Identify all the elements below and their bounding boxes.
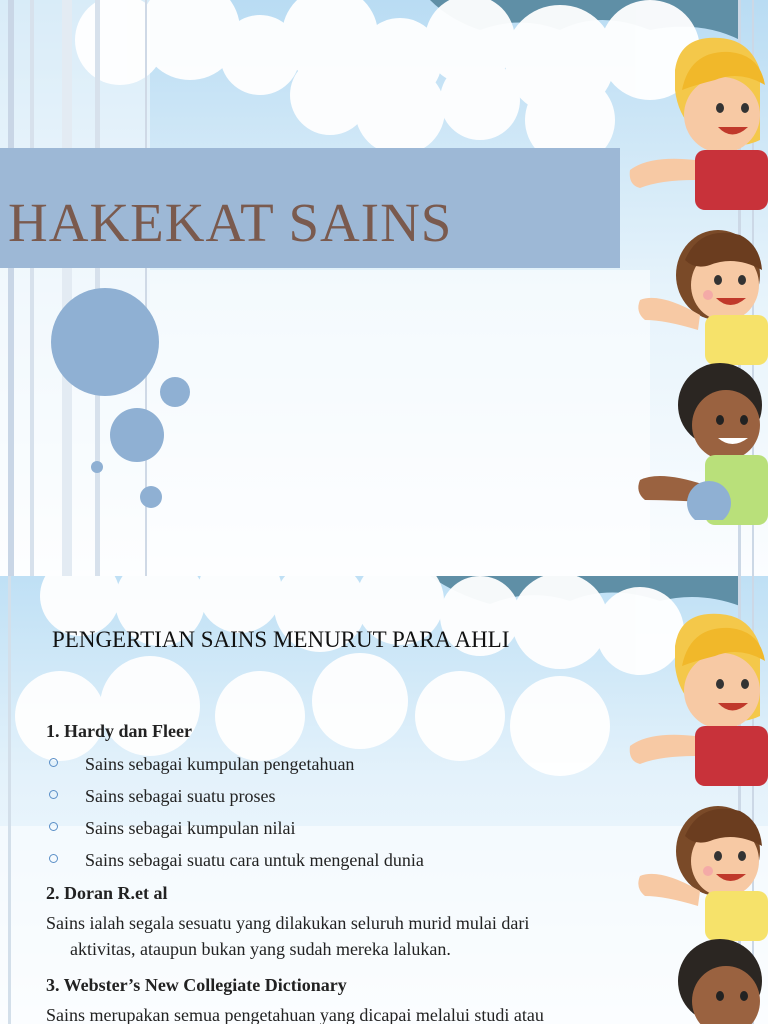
slide-title: HAKEKAT SAINS xyxy=(8,192,453,253)
section-heading: 1. Hardy dan Fleer xyxy=(46,721,192,741)
bullet-circle-icon xyxy=(49,854,58,863)
bullet-circle-icon xyxy=(49,822,58,831)
bullet-item: Sains sebagai suatu cara untuk mengenal dunia xyxy=(46,844,656,876)
paragraph-line: aktivitas, ataupun bukan yang sudah mereka lalukan. xyxy=(70,939,451,959)
bullet-circle-icon xyxy=(49,758,58,767)
paragraph xyxy=(46,910,656,962)
content-body xyxy=(46,714,656,1024)
paragraph xyxy=(46,1002,656,1024)
slide-content xyxy=(0,576,768,1024)
bullet-item: Sains sebagai kumpulan nilai xyxy=(46,812,656,844)
section-heading: 2. Doran R.et al xyxy=(46,883,168,903)
paragraph-line: Sains ialah segala sesuatu yang dilakukan seluruh murid mulai dari xyxy=(46,913,530,933)
section-heading: 3. Webster’s New Collegiate Dictionary xyxy=(46,975,347,995)
paragraph-line: Sains merupakan semua pengetahuan yang dicapai melalui studi atau xyxy=(46,1005,544,1024)
bullet-item: Sains sebagai kumpulan pengetahuan xyxy=(46,748,656,780)
bullet-circle-icon xyxy=(49,790,58,799)
section-title: PENGERTIAN SAINS MENURUT PARA AHLI xyxy=(52,627,510,652)
bullet-item: Sains sebagai suatu proses xyxy=(46,780,656,812)
bubble-circles-icon xyxy=(40,280,740,520)
